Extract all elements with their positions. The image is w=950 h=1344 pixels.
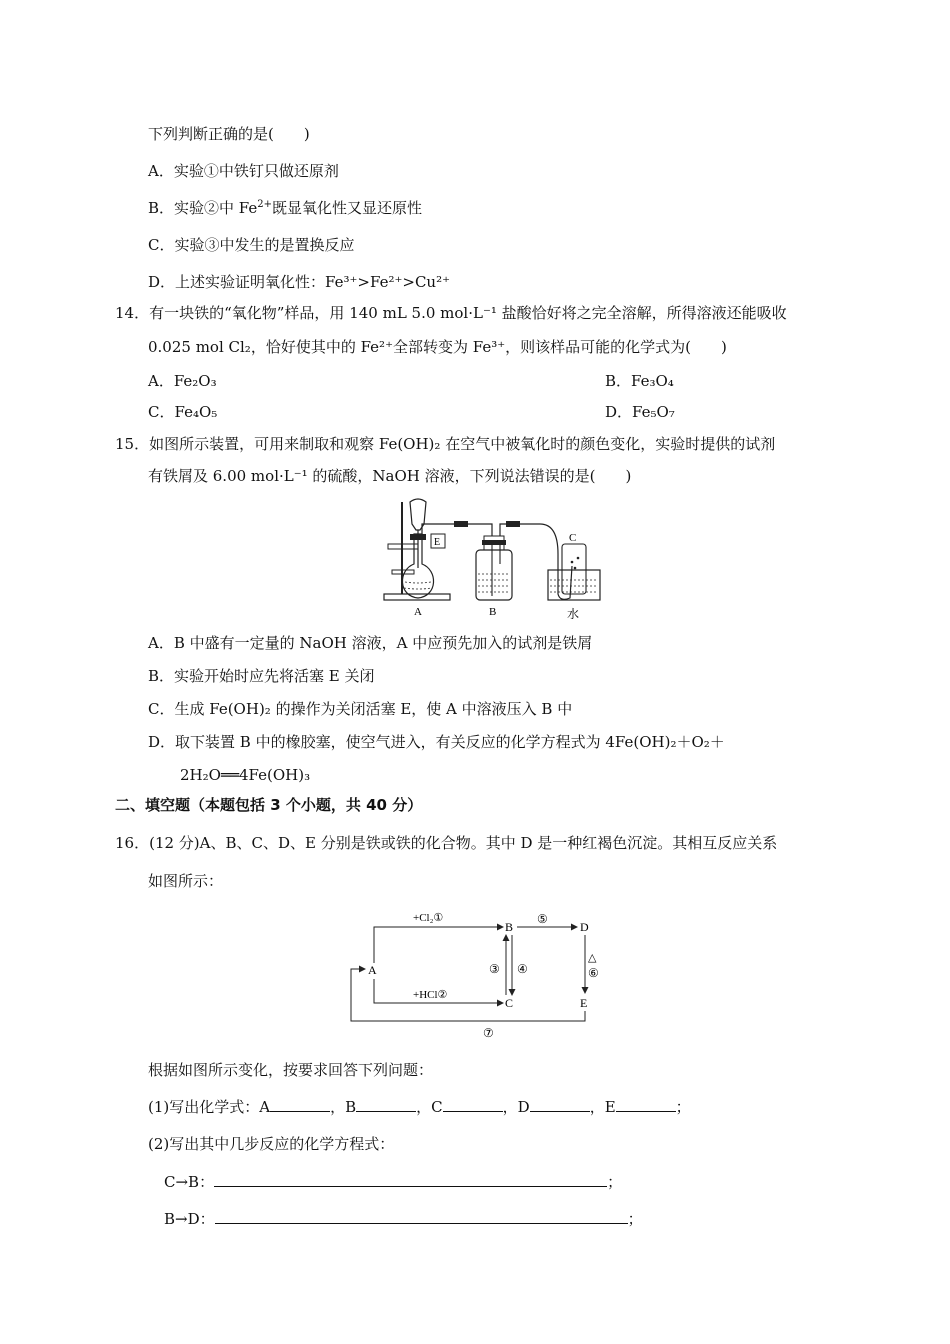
option-text-post: 既显氧化性又显还原性 [272,199,423,217]
label-a: A [414,606,422,618]
option-text-pre: 实验②中 Fe [174,199,258,217]
blank-label-c: C [431,1098,443,1116]
section-title: 二、填空题（本题包括 3 个小题，共 40 分） [115,796,423,814]
q14-option-a[interactable]: A．Fe₂O₃ [148,372,217,390]
option-letter: C． [148,236,175,254]
answer-blank-a[interactable] [270,1097,330,1112]
node-c: C [505,996,514,1010]
node-a: A [368,963,377,977]
reaction-1: +Cl₂① [413,912,444,924]
q13-option-d[interactable] [148,272,450,292]
answer-blank-c[interactable] [443,1097,503,1112]
q15-line2: 有铁屑及 6.00 mol·L⁻¹ 的硫酸，NaOH 溶液，下列说法错误的是( ) [148,467,632,485]
q15-option-b[interactable]: B．实验开始时应先将活塞 E 关闭 [148,667,375,685]
q13-option-b[interactable] [148,198,422,218]
answer-line-c-to-b[interactable] [214,1172,607,1187]
blank-label-a: A [259,1098,271,1116]
q16-prompt: 根据如图所示变化，按要求回答下列问题： [148,1061,434,1079]
label-b: B [489,606,497,618]
apparatus-figure [380,494,610,622]
question-number: 14． [115,304,150,322]
q15-option-d[interactable]: D．取下装置 B 中的橡胶塞，使空气进入，有关反应的化学方程式为 4Fe(OH)₂＋O₂＋ [148,733,725,751]
question-number: 16． [115,834,150,852]
heat-symbol: △ [588,952,597,964]
option-text: 实验③中发生的是置换反应 [174,236,355,254]
reaction-diagram [345,903,605,1045]
reaction-4: ④ [517,962,528,976]
q16-part1: (1)写出化学式：A ，B ，C ，D ，E ； [148,1098,691,1116]
part1-label: (1)写出化学式： [148,1098,260,1116]
reaction-6: ⑥ [588,966,599,980]
part1-end: ； [675,1098,691,1116]
answer-line-b-to-d[interactable] [215,1209,628,1224]
q15-option-d-cont: 2H₂O══4Fe(OH)₃ [180,766,311,784]
answer-blank-d[interactable] [530,1097,590,1112]
blank-label-b: B [345,1098,357,1116]
option-letter: A． [148,162,174,180]
answer-blank-b[interactable] [356,1097,416,1112]
option-text: 实验①中铁钉只做还原剂 [173,162,339,180]
label-water: 水 [567,607,580,621]
q14-option-b[interactable]: B．Fe₃O₄ [605,372,674,390]
reaction-5: ⑤ [537,912,548,926]
reaction-7: ⑦ [483,1026,494,1040]
reaction-2: +HCl② [413,989,448,1001]
q14-line1 [115,303,787,323]
question-text: 有一块铁的“氧化物”样品，用 140 mL 5.0 mol·L⁻¹ 盐酸恰好将之完全溶解，所得溶液还能吸收 [149,304,787,322]
q13-stem: 下列判断正确的是( ) [148,125,310,143]
q13-option-c[interactable] [148,235,355,255]
q16-eq-b-to-d [164,1209,643,1229]
label-c: C [569,532,577,544]
node-d: D [580,920,589,934]
q13-option-a[interactable] [148,161,339,181]
q14-option-c[interactable]: C．Fe₄O₅ [148,403,218,421]
eq-label: C→B： [164,1173,215,1191]
node-e: E [580,996,588,1010]
q16-eq-c-to-b [164,1172,622,1192]
option-letter: B． [148,199,175,217]
node-b: B [505,920,514,934]
eq-label: B→D： [164,1210,215,1228]
option-letter: D． [148,273,176,291]
reaction-3: ③ [489,962,500,976]
q16-part2: (2)写出其中几步反应的化学方程式： [148,1135,395,1153]
blank-label-e: E [604,1098,616,1116]
q16-line1 [115,833,777,853]
q15-option-c[interactable]: C．生成 Fe(OH)₂ 的操作为关闭活塞 E，使 A 中溶液压入 B 中 [148,700,573,718]
q15-line1 [115,434,775,454]
option-text: 上述实验证明氧化性：Fe³⁺>Fe²⁺>Cu²⁺ [175,273,451,291]
answer-blank-e[interactable] [616,1097,676,1112]
q14-option-d[interactable]: D．Fe₅O₇ [605,403,675,421]
superscript: 2+ [257,199,273,210]
eq-end: ； [607,1173,623,1191]
question-number: 15． [115,435,150,453]
q15-option-a[interactable]: A．B 中盛有一定量的 NaOH 溶液，A 中应预先加入的试剂是铁屑 [148,634,593,652]
question-text: (12 分)A、B、C、D、E 分别是铁或铁的化合物。其中 D 是一种红褐色沉淀。其相互反应关系 [149,834,778,852]
q14-line2: 0.025 mol Cl₂，恰好使其中的 Fe²⁺全部转变为 Fe³⁺，则该样品可能的化学式为( ) [148,338,727,356]
blank-label-d: D [517,1098,530,1116]
q16-line2: 如图所示： [148,872,224,890]
eq-end: ； [627,1210,643,1228]
question-text: 如图所示装置，可用来制取和观察 Fe(OH)₂ 在空气中被氧化时的颜色变化，实验时提供的试剂 [149,435,776,453]
label-e: E [434,537,441,548]
